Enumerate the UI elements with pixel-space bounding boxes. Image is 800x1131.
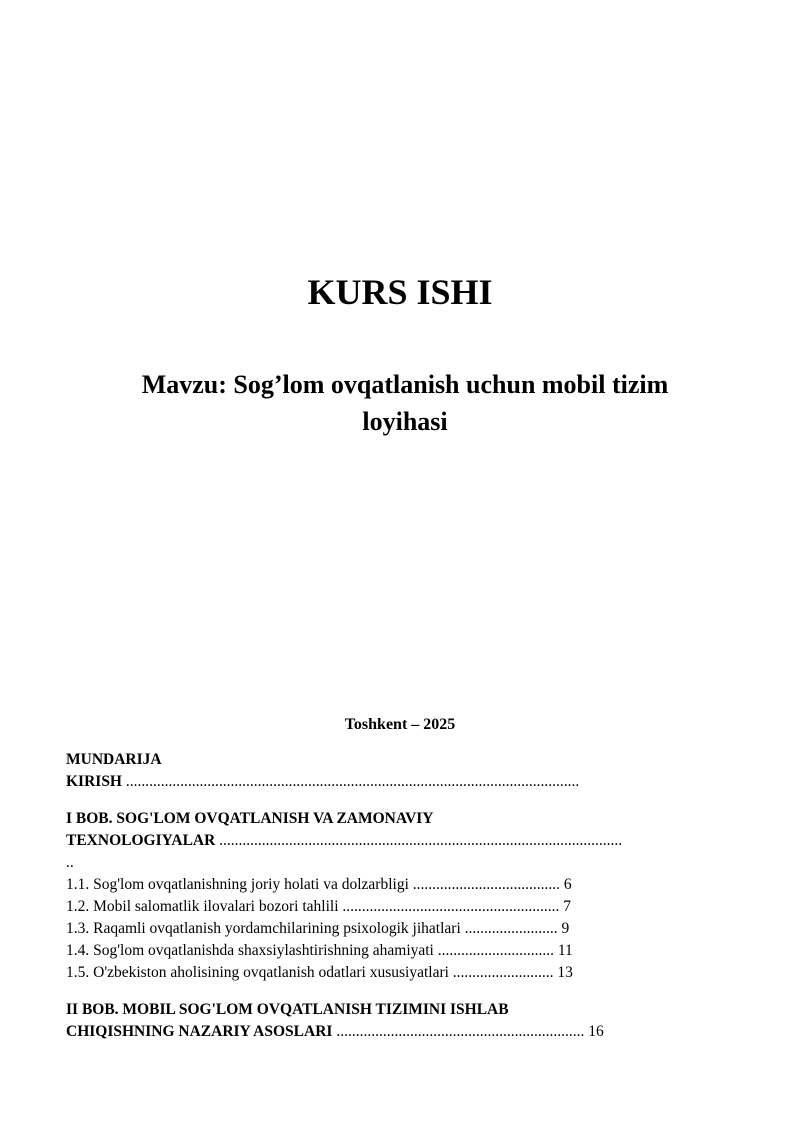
toc-section-text: 1.2. Mobil salomatlik ilovalari bozori tahlili — [66, 898, 339, 915]
spacer — [66, 793, 746, 808]
toc-leader-dots: ..................................................................................................................... — [122, 773, 580, 790]
toc-section-1-2 — [66, 896, 746, 918]
toc-section-text: 1.4. Sog'lom ovqatlanishda shaxsiylashtirishning ahamiyati — [66, 942, 434, 959]
toc-leader-dots: ...................................... — [408, 876, 561, 893]
toc-section-text: 1.5. O'zbekiston aholisining ovqatlanish odatlari xususiyatlari — [66, 964, 449, 981]
toc-section-text: 1.1. Sog'lom ovqatlanishning joriy holati va dolzarbligi — [66, 876, 409, 893]
toc-leader-dots: ................................................................ — [332, 1023, 585, 1040]
toc-page-number — [584, 1023, 603, 1040]
toc-chapter-2-line-1: II BOB. MOBIL SOG'LOM OVQATLANISH TIZIMINI ISHLAB — [66, 1001, 509, 1018]
toc-chapter-2-line-2 — [66, 1021, 746, 1043]
toc-chapter-1-line-2 — [66, 830, 746, 852]
toc-page-number: 7 — [563, 898, 571, 915]
toc-page-number: 13 — [557, 964, 573, 981]
toc-page-number: 9 — [561, 920, 570, 937]
table-of-contents — [66, 749, 746, 1043]
document-subtitle — [80, 366, 730, 440]
toc-leader-dots: ........................................................................................................ — [215, 832, 623, 849]
toc-entry-intro — [66, 771, 746, 793]
toc-section-1-4 — [66, 940, 746, 962]
subtitle-line-2: loyihasi — [362, 407, 448, 436]
toc-heading: MUNDARIJA — [66, 751, 162, 768]
subtitle-line-1: Mavzu: Sog’lom ovqatlanish uchun mobil tizim — [141, 370, 669, 399]
toc-leader-dots: ........................ — [460, 920, 558, 937]
toc-leader-dots: .............................. — [433, 942, 554, 959]
toc-section-text: 1.3. Raqamli ovqatlanish yordamchilarining psixologik jihatlari — [66, 920, 461, 937]
toc-section-1-1 — [66, 874, 746, 896]
toc-page-number: 11 — [557, 942, 573, 959]
toc-page-number-value: 16 — [588, 1023, 604, 1040]
toc-leader-dots: .......................... — [448, 964, 554, 981]
toc-leader-continuation: .. — [66, 854, 74, 871]
toc-section-1-3 — [66, 918, 746, 940]
toc-entry-label: KIRISH — [66, 773, 122, 790]
toc-section-1-5 — [66, 962, 746, 984]
toc-leader-dots: ........................................................ — [338, 898, 560, 915]
toc-entry-label: CHIQISHNING NAZARIY ASOSLARI — [66, 1023, 333, 1040]
toc-chapter-1-line-1: I BOB. SOG'LOM OVQATLANISH VA ZAMONAVIY — [66, 810, 434, 827]
place-and-year: Toshkent – 2025 — [344, 716, 456, 733]
document-title: KURS ISHI — [307, 272, 493, 312]
toc-entry-label: TEXNOLOGIYALAR — [66, 832, 216, 849]
toc-page-number: 6 — [563, 876, 572, 893]
spacer — [66, 984, 746, 999]
